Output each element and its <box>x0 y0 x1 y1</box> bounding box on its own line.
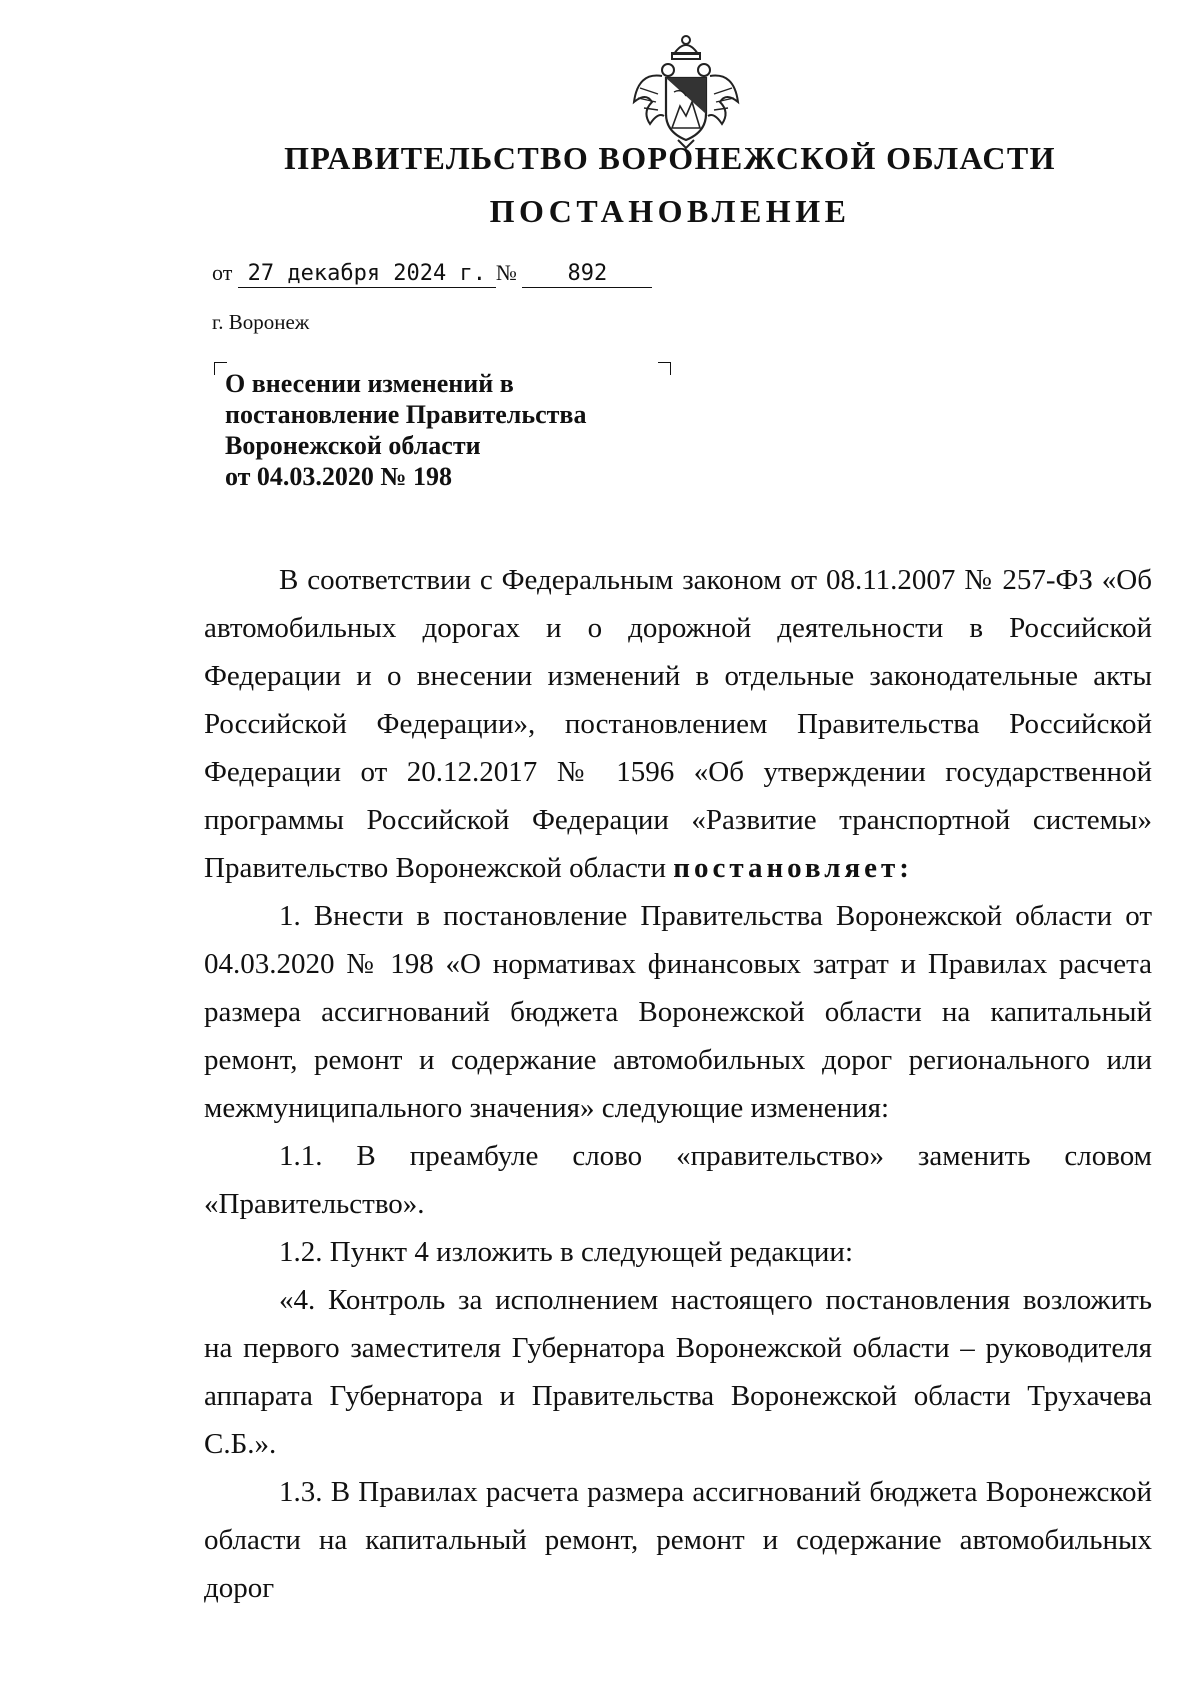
document-date: 27 декабря 2024 г. <box>238 261 496 288</box>
document-subject <box>225 368 586 492</box>
number-label: № <box>495 260 517 285</box>
city-name: г. Воронеж <box>212 310 310 334</box>
document-type-title: ПОСТАНОВЛЕНИЕ <box>489 193 851 229</box>
date-number-line <box>212 260 652 288</box>
coat-of-arms-emblem <box>628 32 744 150</box>
item-1-3-paragraph: 1.3. В Правилах расчета размера ассигнований бюджета Воронежской области на капитальный ремонт, ремонт и содержание автомобильных дорог <box>204 1476 1152 1604</box>
preamble-verb: постановляет: <box>673 852 913 884</box>
subject-line: постановление Правительства <box>225 400 587 429</box>
subject-corner-right <box>658 362 671 375</box>
government-title: ПРАВИТЕЛЬСТВО ВОРОНЕЖСКОЙ ОБЛАСТИ <box>284 140 1056 176</box>
item-1-2-paragraph: 1.2. Пункт 4 изложить в следующей редакции: <box>279 1236 854 1268</box>
document-body <box>204 556 1152 1612</box>
document-number: 892 <box>522 261 652 288</box>
preamble-text: В соответствии с Федеральным законом от 08.11.2007 № 257-ФЗ «Об автомобильных дорогах и о дорожной деятельности в Российской Федерации и о внесении изменений в отдельные законодательные акты Российской Федерации», постановлением Правительства Российской Федерации от 20.12.2017 № 1596 «Об утверждении государственной программы Российской Федерации «Развитие транспортной системы» Правительство Воронежской области <box>204 564 1152 884</box>
subject-line: Воронежской области <box>225 431 481 460</box>
subject-line: О внесении изменений в <box>225 369 514 398</box>
date-prefix: от <box>212 260 233 285</box>
item-1-2-quote-paragraph: «4. Контроль за исполнением настоящего постановления возложить на первого заместителя Губернатора Воронежской области – руководителя аппарата Губернатора и Правительства Воронежской области Трухачева С.Б.». <box>204 1284 1152 1460</box>
subject-line: от 04.03.2020 № 198 <box>225 462 453 491</box>
item-1-1-paragraph: 1.1. В преамбуле слово «правительство» заменить словом «Правительство». <box>204 1140 1152 1220</box>
item-1-paragraph: 1. Внести в постановление Правительства Воронежской области от 04.03.2020 № 198 «О нормативах финансовых затрат и Правилах расчета размера ассигнований бюджета Воронежской области на капитальный ремонт, ремонт и содержание автомобильных дорог регионального или межмуниципального значения» следующие изменения: <box>204 900 1152 1124</box>
preamble-paragraph <box>204 556 1152 892</box>
